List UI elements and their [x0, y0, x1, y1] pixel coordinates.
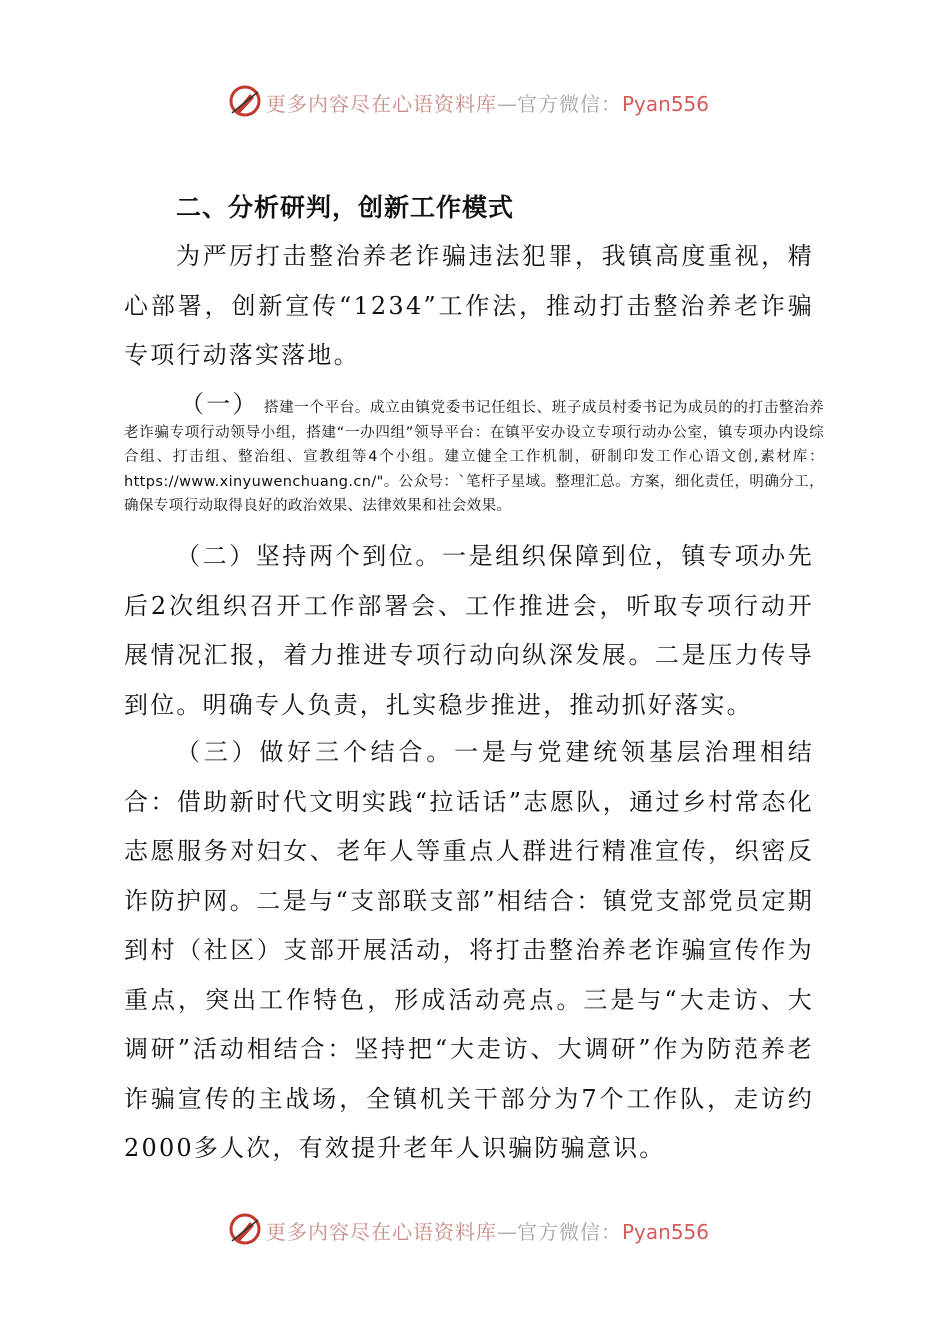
banner-text: 更多内容尽在心语资料库—官方微信：Pyan556: [266, 1220, 710, 1244]
section-one: [124, 392, 824, 519]
section-heading: 二、分析研判，创新工作模式: [176, 193, 515, 222]
pen-nib-logo-icon: [228, 1212, 262, 1246]
intro-paragraph: 为严厉打击整治养老诈骗违法犯罪，我镇高度重视，精心部署，创新宣传“1234”工作法，推动打击整治养老诈骗专项行动落实落地。: [124, 242, 814, 369]
banner-text: 更多内容尽在心语资料库—官方微信：Pyan556: [266, 92, 710, 116]
pen-nib-logo-icon: [228, 84, 262, 118]
footer-banner: [0, 1210, 950, 1250]
section-one-lead: （一）: [180, 390, 259, 418]
section-one-body: 搭建一个平台。成立由镇党委书记任组长、班子成员村委书记为成员的的打击整治养老诈骗专项行动领导小组，搭建“一办四组”领导平台：在镇平安办设立专项行动办公室，镇专项办内设综合组、打击组、整治组、宣教组等4个小组。建立健全工作机制，研制印发工作心语文创,素材库：https://www.xinyuwenchuang.cn/"。公众号：`笔杆子星域。整理汇总。方案，细化责任，明确分工，确保专项行动取得良好的政治效果、法律效果和社会效果。: [124, 400, 825, 514]
section-three-paragraph: （三）做好三个结合。一是与党建统领基层治理相结合：借助新时代文明实践“拉话话”志愿队，通过乡村常态化志愿服务对妇女、老年人等重点人群进行精准宣传，织密反诈防护网。二是与“支部联支部”相结合：镇党支部党员定期到村（社区）支部开展活动，将打击整治养老诈骗宣传作为重点，突出工作特色，形成活动亮点。三是与“大走访、大调研”活动相结合：坚持把“大走访、大调研”作为防范养老诈骗宣传的主战场，全镇机关干部分为7个工作队，走访约2000多人次，有效提升老年人识骗防骗意识。: [124, 738, 814, 1162]
header-banner: [0, 82, 950, 122]
section-two-paragraph: （二）坚持两个到位。一是组织保障到位，镇专项办先后2次组织召开工作部署会、工作推进会，听取专项行动开展情况汇报，着力推进专项行动向纵深发展。二是压力传导到位。明确专人负责，扎实稳步推进，推动抓好落实。: [124, 542, 814, 719]
